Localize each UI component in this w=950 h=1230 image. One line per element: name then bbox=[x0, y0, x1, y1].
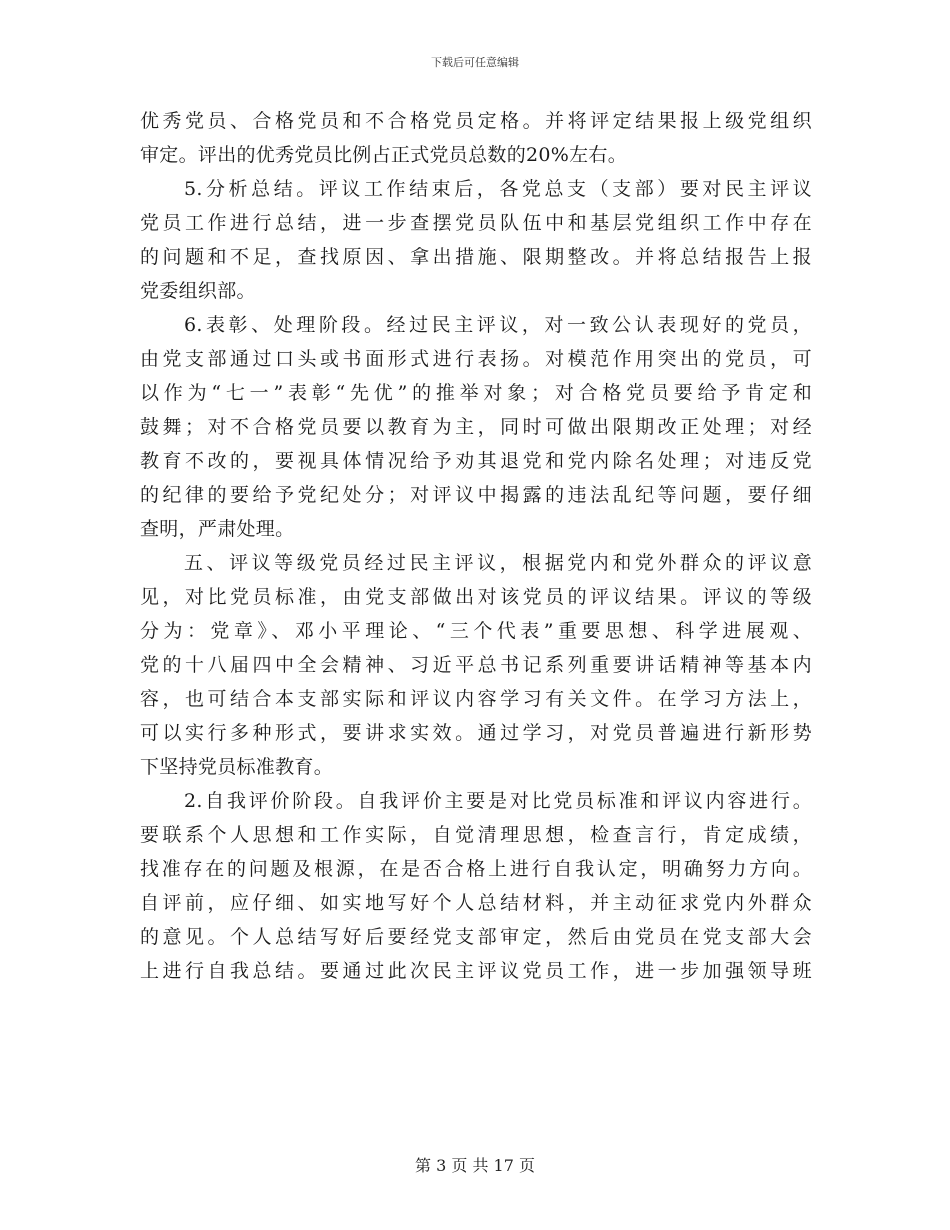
text-line: 的纪律的要给予党纪处分；对评议中揭露的违法乱纪等问题，要仔细 bbox=[140, 484, 812, 506]
text-line: 上进行自我总结。要通过此次民主评议党员工作，进一步加强领导班 bbox=[140, 960, 812, 982]
text-line: 2.自我评价阶段。自我评价主要是对比党员标准和评议内容进行。 bbox=[184, 790, 812, 812]
text-line: 6.表彰、处理阶段。经过民主评议，对一致公认表现好的党员， bbox=[184, 314, 812, 336]
text-line: 党的十八届四中全会精神、习近平总书记系列重要讲话精神等基本内 bbox=[140, 654, 812, 676]
text-line: 鼓舞；对不合格党员要以教育为主，同时可做出限期改正处理；对经 bbox=[140, 416, 812, 438]
text-line: 自评前，应仔细、如实地写好个人总结材料，并主动征求党内外群众 bbox=[140, 892, 812, 914]
text-line: 教育不改的，要视具体情况给予劝其退党和党内除名处理；对违反党 bbox=[140, 450, 812, 472]
text-line: 由党支部通过口头或书面形式进行表扬。对模范作用突出的党员，可 bbox=[140, 348, 812, 370]
text-line: 分为：党章》、邓小平理论、“三个代表”重要思想、科学进展观、 bbox=[140, 620, 812, 642]
text-line: 找准存在的问题及根源，在是否合格上进行自我认定，明确努力方向。 bbox=[140, 858, 812, 880]
page-header: 下载后可任意编辑 bbox=[431, 56, 519, 69]
page-footer: 第 3 页 共 17 页 bbox=[415, 1156, 535, 1175]
text-line: 见，对比党员标准，由党支部做出对该党员的评议结果。评议的等级 bbox=[140, 586, 812, 608]
text-line: 5.分析总结。评议工作结束后，各党总支（支部）要对民主评议 bbox=[184, 178, 812, 200]
text-line: 要联系个人思想和工作实际，自觉清理思想，检查言行，肯定成绩， bbox=[140, 824, 812, 846]
text-line: 的意见。个人总结写好后要经党支部审定，然后由党员在党支部大会 bbox=[140, 926, 812, 948]
text-line: 查明，严肃处理。 bbox=[140, 518, 295, 540]
text-line: 可以实行多种形式，要讲求实效。通过学习，对党员普遍进行新形势 bbox=[140, 722, 812, 744]
text-line: 下坚持党员标准教育。 bbox=[140, 756, 334, 778]
text-line: 审定。评出的优秀党员比例占正式党员总数的20%左右。 bbox=[140, 144, 628, 166]
text-line: 党委组织部。 bbox=[140, 280, 256, 302]
document-body bbox=[140, 104, 812, 988]
text-line: 以作为“七一”表彰“先优”的推举对象；对合格党员要给予肯定和 bbox=[140, 382, 812, 404]
text-line: 容，也可结合本支部实际和评议内容学习有关文件。在学习方法上， bbox=[140, 688, 812, 710]
text-line: 五、评议等级党员经过民主评议，根据党内和党外群众的评议意 bbox=[184, 552, 812, 574]
text-line: 党员工作进行总结，进一步查摆党员队伍中和基层党组织工作中存在 bbox=[140, 212, 812, 234]
text-line: 的问题和不足，查找原因、拿出措施、限期整改。并将总结报告上报 bbox=[140, 246, 812, 268]
text-line: 优秀党员、合格党员和不合格党员定格。并将评定结果报上级党组织 bbox=[140, 110, 812, 132]
